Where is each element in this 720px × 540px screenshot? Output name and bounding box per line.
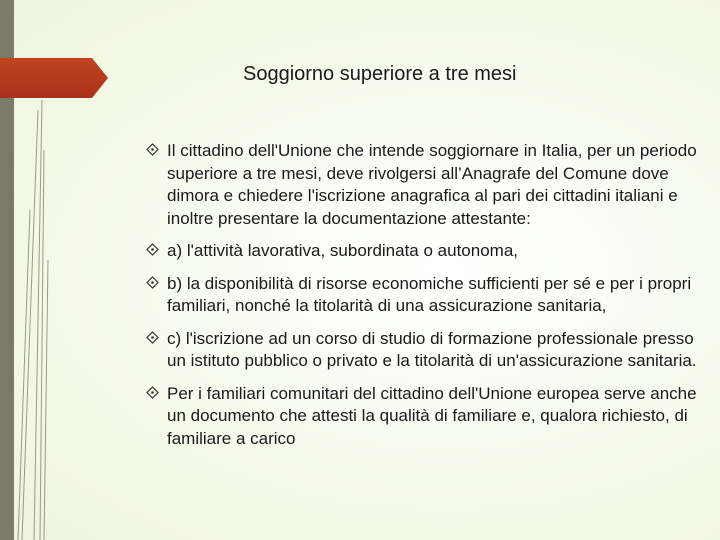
diamond-outline-icon bbox=[146, 331, 159, 344]
bullet-item bbox=[146, 273, 706, 318]
bullet-text: a) l'attività lavorativa, subordinata o autonoma, bbox=[167, 241, 518, 260]
diamond-outline-icon bbox=[146, 276, 159, 289]
bullet-item bbox=[146, 328, 706, 373]
bullet-item bbox=[146, 240, 706, 263]
bullet-text: Il cittadino dell'Unione che intende soggiornare in Italia, per un periodo superiore a tre mesi, deve rivolgersi all’Anagrafe del Comune dove dimora e chiedere l'iscrizione anagrafica al pari dei cittadini italiani e inoltre presentare la documentazione attestante: bbox=[167, 141, 697, 228]
bullet-text: b) la disponibilità di risorse economiche sufficienti per sé e per i propri familiari, nonché la titolarità di una assicurazione sanitaria, bbox=[167, 273, 692, 315]
diamond-outline-icon bbox=[146, 386, 159, 399]
bullet-text: Per i familiari comunitari del cittadino dell'Unione europea serve anche un documento che attesti la qualità di familiare e, qualora richiesto, di familiare a carico bbox=[167, 383, 697, 448]
bullet-item bbox=[146, 140, 706, 230]
diamond-outline-icon bbox=[146, 143, 159, 156]
diamond-outline-icon bbox=[146, 243, 159, 256]
slide-title: Soggiorno superiore a tre mesi bbox=[243, 63, 517, 85]
bullet-item bbox=[146, 383, 706, 451]
title-accent-tab bbox=[0, 58, 108, 98]
bullet-list bbox=[146, 140, 706, 460]
bullet-text: c) l'iscrizione ad un corso di studio di formazione professionale presso un istituto pubblico o privato e la titolarità di un'assicurazione sanitaria. bbox=[167, 328, 697, 370]
